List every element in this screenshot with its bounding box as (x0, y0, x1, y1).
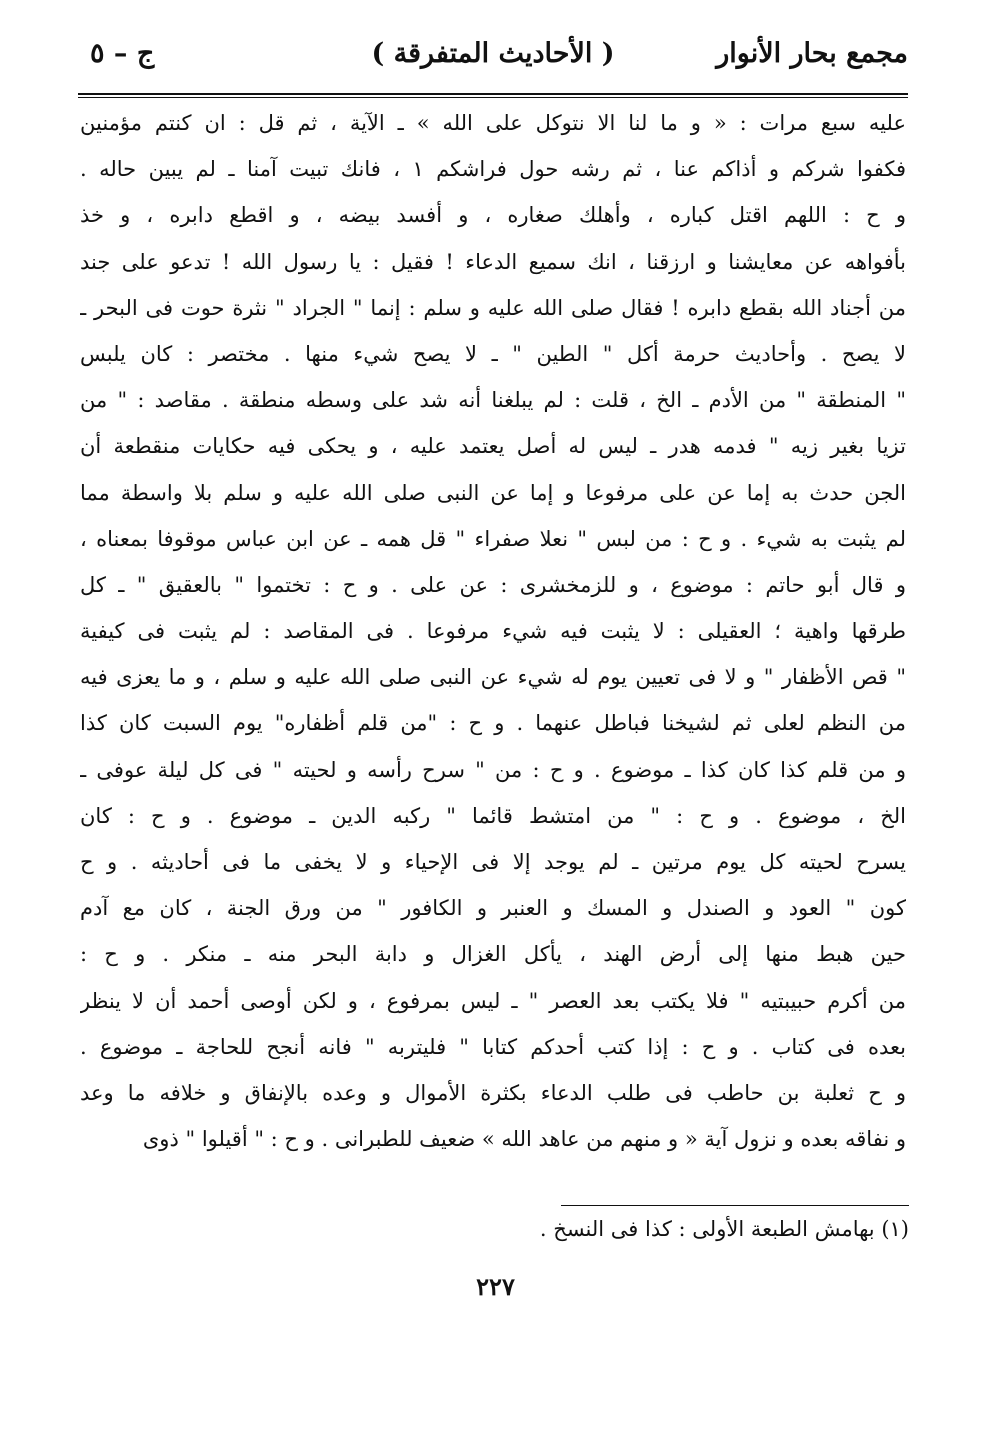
text-line: طرقها واهية ؛ العقيلى : لا يثبت فيه شيء مرفوعا . فى المقاصد : لم يثبت فى كيفية (80, 619, 906, 644)
text-line: من أجناد الله بقطع دابره ! فقال صلى الله عليه و سلم : إنما " الجراد " نثرة حوت فى البحر ـ (80, 295, 906, 320)
text-line: " المنطقة " من الأدم ـ الخ ، قلت : لم يبلغنا أنه شد على وسطه منطقة . مقاصد : " من (80, 388, 906, 413)
text-line: من النظم لعلى ثم لشيخنا فباطل عنهما . و ح : "من قلم أظفاره" يوم السبت كان كذا (80, 711, 906, 736)
text-line: و نفاقه بعده و نزول آية « و منهم من عاهد الله » ضعيف للطبرانى . و ح : " أقيلوا " ذوى (142, 1127, 906, 1152)
text-line: كون " العود و الصندل و المسك و العنبر و الكافور " من ورق الجنة ، كان مع آدم (80, 896, 906, 921)
text-line: حين هبط منها إلى أرض الهند ، يأكل الغزال و دابة البحر منه ـ منكر . و ح : (80, 942, 906, 967)
volume-number: ج – ٥ (90, 38, 155, 69)
footnote-rule (561, 1205, 909, 1206)
page-number: ٢٢٧ (476, 1272, 515, 1301)
main-text (80, 100, 906, 1162)
text-line: بأفواهه عن معايشنا و ارزقنا ، انك سميع الدعاء ! فقيل : يا رسول الله ! تدعو على جند (80, 249, 906, 274)
text-line: الخ ، موضوع . و ح : " من امتشط قائما " ركبه الدين ـ موضوع . و ح : كان (80, 803, 906, 828)
text-line: " قص الأظفار " و لا فى تعيين يوم له شيء عن النبى صلى الله عليه و سلم ، و ما يعزى فيه (80, 665, 906, 690)
text-line: من أكرم حبيبتيه " فلا يكتب بعد العصر " ـ ليس بمرفوع ، و لكن أوصى أحمد أن لا ينظر (80, 988, 906, 1013)
header-rule-thin (78, 97, 908, 98)
text-line: و ح : اللهم اقتل كباره ، وأهلك صغاره ، و أفسد بيضه ، و اقطع دابره ، و خذ (80, 203, 906, 228)
running-header (78, 30, 908, 80)
text-line: و قال أبو حاتم : موضوع ، و للزمخشرى : عن على . و ح : تختموا " بالعقيق " ـ كل (80, 572, 906, 597)
book-title: مجمع بحار الأنوار (716, 38, 908, 69)
text-line: عليه سبع مرات : « و ما لنا الا نتوكل على الله » ـ الآية ، ثم قل : ان كنتم مؤمنين (80, 111, 906, 135)
text-line: و من قلم كذا كان كذا ـ موضوع . و ح : من " سرح رأسه و لحيته " فى كل ليلة عوفى ـ (80, 757, 906, 782)
section-title: ( الأحاديث المتفرقة ) (371, 38, 615, 69)
text-line: لم يثبت به شيء . و ح : من لبس " نعلا صفراء " قل همه ـ عن ابن عباس موقوفا بمعناه ، (80, 526, 906, 551)
text-line: بعده فى كتاب . و ح : إذا كتب أحدكم كتابا " فليتربه " فانه أنجح للحاجة ـ موضوع . (80, 1034, 906, 1059)
text-line: لا يصح . وأحاديث حرمة أكل " الطين " ـ لا يصح شيء منها . مختصر : كان يلبس (80, 341, 906, 366)
header-rule (78, 93, 908, 95)
text-line: و ح ثعلبة بن حاطب فى طلب الدعاء بكثرة الأموال و وعده بالإنفاق و خلافه ما وعد (80, 1080, 906, 1105)
text-line: يسرح لحيته كل يوم مرتين ـ لم يوجد إلا فى الإحياء و لا يخفى ما فى أحاديثه . و ح (80, 850, 906, 874)
footnote: (١) بهامش الطبعة الأولى : كذا فى النسخ . (539, 1217, 909, 1241)
text-line: تزيا بغير زيه " فدمه هدر ـ ليس له أصل يعتمد عليه ، و يحكى فيه حكايات منقطعة أن (80, 434, 906, 459)
text-line: الجن حدث به إما عن على مرفوعا و إما عن النبى صلى الله عليه و سلم بلا واسطة مما (80, 480, 906, 505)
text-line: فكفوا شركم و أذاكم عنا ، ثم رشه حول فراشكم ١ ، فانك تبيت آمنا ـ لم يبين حاله . (80, 157, 906, 182)
